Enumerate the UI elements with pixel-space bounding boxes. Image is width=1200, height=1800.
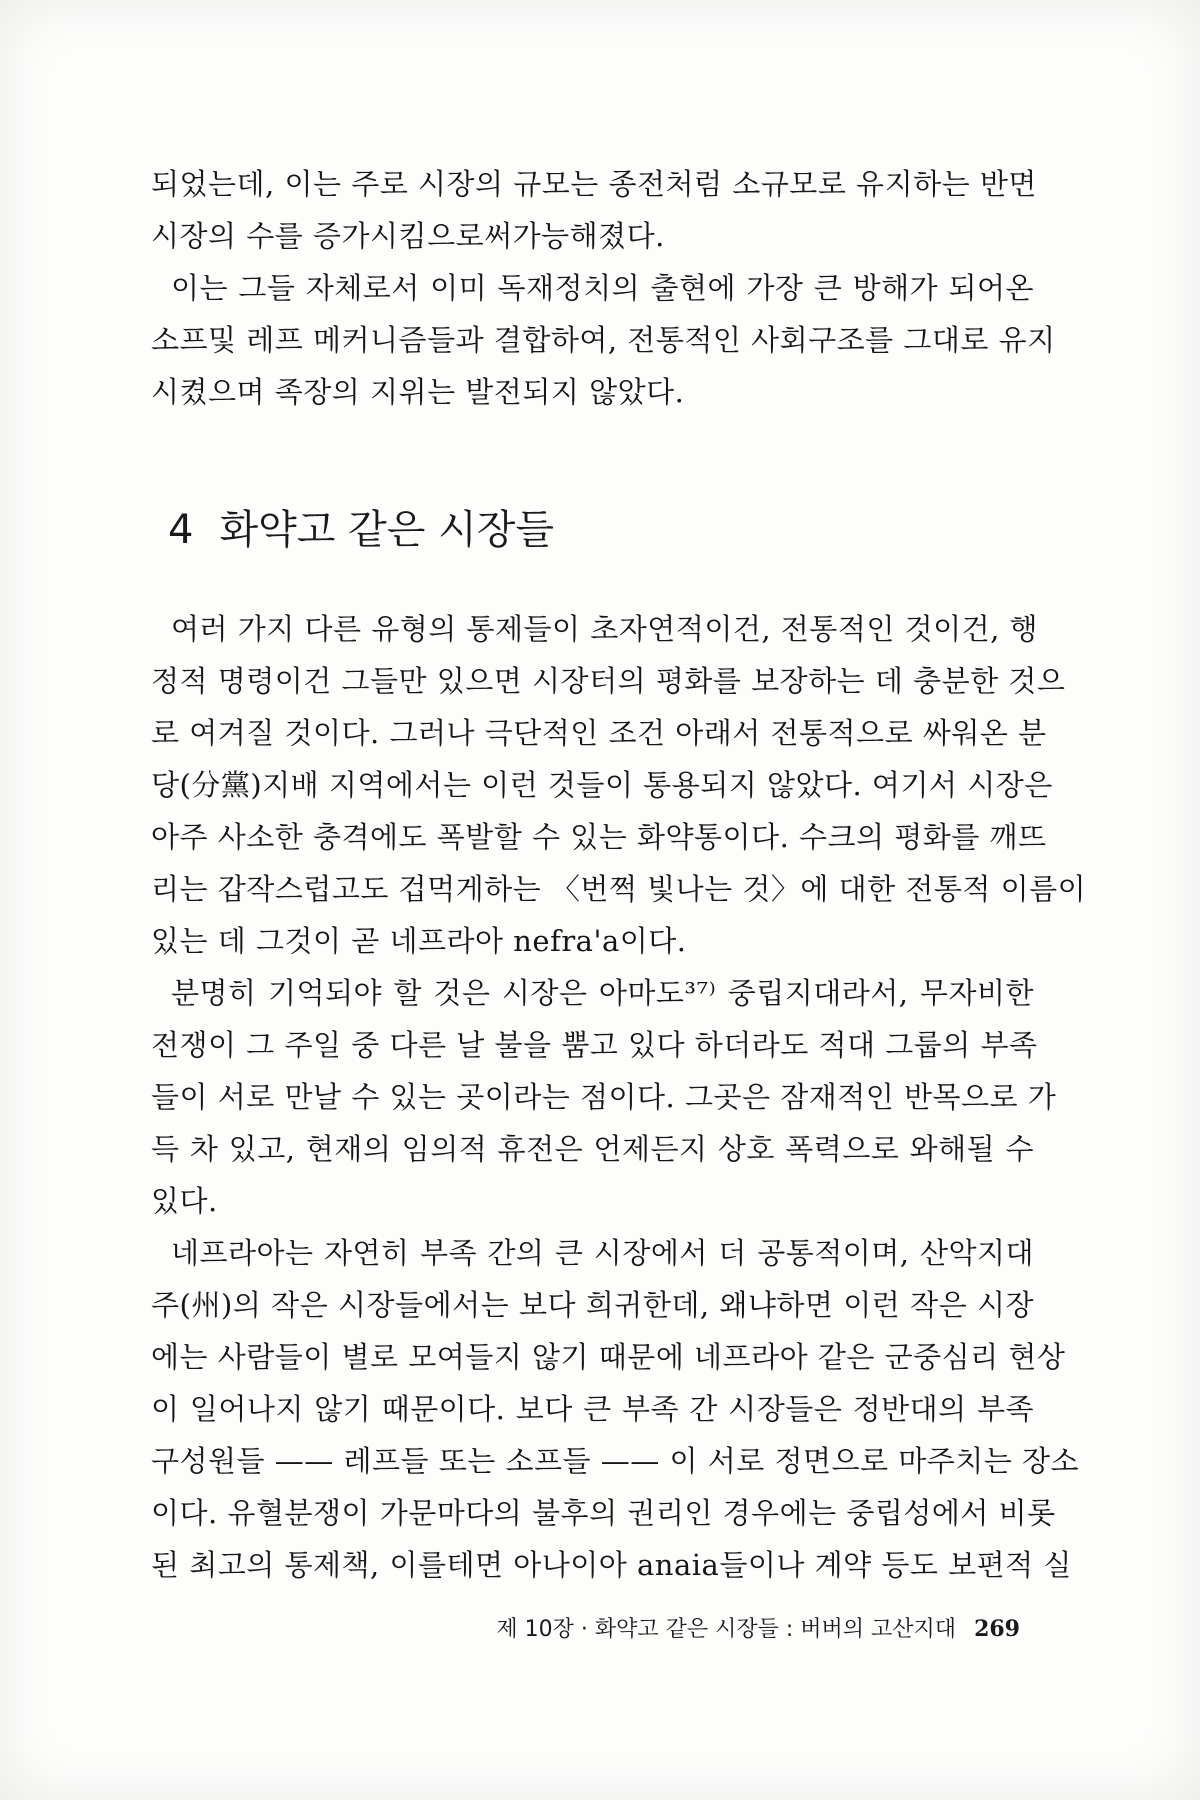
- text-line: 시켰으며 족장의 지위는 발전되지 않았다.: [151, 375, 685, 409]
- page-number: 269: [974, 1616, 1020, 1642]
- text-line: 리는 갑작스럽고도 겁먹게하는 〈번쩍 빛나는 것〉에 대한 전통적 이름이: [151, 872, 1087, 906]
- text-line: 있는 데 그것이 곧 네프라아 nefra'a이다.: [151, 924, 687, 958]
- text-line: 득 차 있고, 현재의 임의적 휴전은 언제든지 상호 폭력으로 와해될 수: [151, 1132, 1034, 1166]
- text-line: 분명히 기억되야 할 것은 시장은 아마도³⁷⁾ 중립지대라서, 무자비한: [171, 976, 1034, 1010]
- text-line: 네프라아는 자연히 부족 간의 큰 시장에서 더 공통적이며, 산악지대: [171, 1236, 1034, 1270]
- text-line: 되었는데, 이는 주로 시장의 규모는 종전처럼 소규모로 유지하는 반면: [151, 167, 1037, 201]
- text-line: 있다.: [151, 1184, 218, 1218]
- text-line: 시장의 수를 증가시킴으로써가능해졌다.: [151, 219, 665, 253]
- text-line: 구성원들 —— 레프들 또는 소프들 —— 이 서로 정면으로 마주치는 장소: [151, 1444, 1080, 1478]
- text-line: 전쟁이 그 주일 중 다른 날 불을 뿜고 있다 하더라도 적대 그룹의 부족: [151, 1028, 1038, 1062]
- text-line: 이는 그들 자체로서 이미 독재정치의 출현에 가장 큰 방해가 되어온: [171, 271, 1034, 305]
- text-line: 주(州)의 작은 시장들에서는 보다 희귀한데, 왜냐하면 이런 작은 시장: [151, 1288, 1034, 1322]
- text-line: 에는 사람들이 별로 모여들지 않기 때문에 네프라아 같은 군중심리 현상: [151, 1340, 1066, 1374]
- text-line: 소프및 레프 메커니즘들과 결합하여, 전통적인 사회구조를 그대로 유지: [151, 323, 1056, 357]
- text-line: 이다. 유혈분쟁이 가문마다의 불후의 권리인 경우에는 중립성에서 비롯: [151, 1496, 1056, 1530]
- section-title: 화약고 같은 시장들: [219, 507, 555, 553]
- text-line: 여러 가지 다른 유형의 통제들이 초자연적이건, 전통적인 것이건, 행: [171, 612, 1039, 646]
- text-line: 로 여겨질 것이다. 그러나 극단적인 조건 아래서 전통적으로 싸워온 분: [151, 716, 1047, 750]
- text-line: 당(分黨)지배 지역에서는 이런 것들이 통용되지 않았다. 여기서 시장은: [151, 768, 1053, 802]
- section-heading: [168, 498, 554, 555]
- section-number: 4: [168, 507, 194, 553]
- text-line: 이 일어나지 않기 때문이다. 보다 큰 부족 간 시장들은 정반대의 부족: [151, 1392, 1034, 1426]
- text-line: 된 최고의 통제책, 이를테면 아나이아 anaia들이나 계약 등도 보편적 실: [151, 1548, 1072, 1582]
- text-line: 아주 사소한 충격에도 폭발할 수 있는 화약통이다. 수크의 평화를 깨뜨: [151, 820, 1047, 854]
- running-head: 제 10장 · 화약고 같은 시장들 : 버버의 고산지대: [496, 1617, 957, 1642]
- text-line: 정적 명령이건 그들만 있으면 시장터의 평화를 보장하는 데 충분한 것으: [151, 664, 1066, 698]
- running-footer: [496, 1612, 1020, 1643]
- text-line: 들이 서로 만날 수 있는 곳이라는 점이다. 그곳은 잠재적인 반목으로 가: [151, 1080, 1057, 1114]
